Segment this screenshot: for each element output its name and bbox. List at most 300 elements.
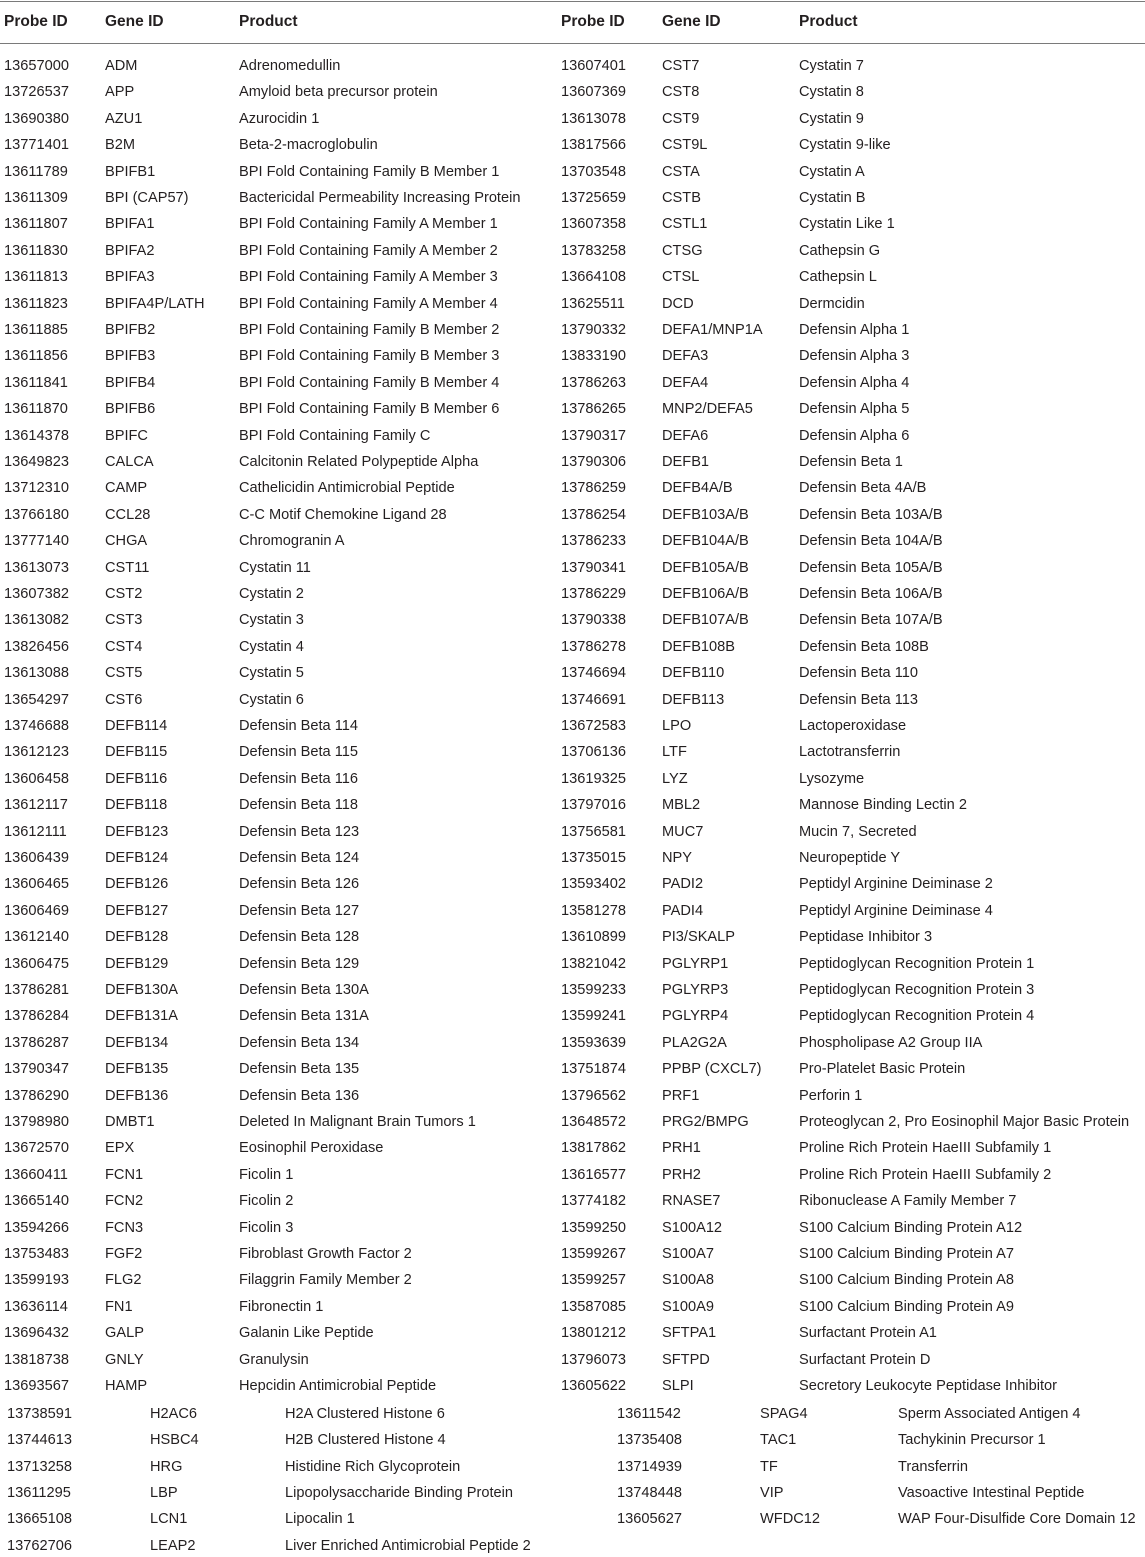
probe-id-cell-2: 13796562 xyxy=(561,1087,626,1104)
product-cell-2: Peptidoglycan Recognition Protein 4 xyxy=(799,1008,1035,1025)
product-cell-2: Defensin Beta 110 xyxy=(799,665,918,682)
gene-id-cell: CAMP xyxy=(105,480,148,497)
product-cell: BPI Fold Containing Family A Member 3 xyxy=(239,269,498,286)
gene-id-cell: GALP xyxy=(105,1325,144,1342)
product-cell: BPI Fold Containing Family A Member 2 xyxy=(239,242,498,259)
probe-id-cell-2: 13607358 xyxy=(561,216,626,233)
product-cell-2: Defensin Beta 108B xyxy=(799,638,929,655)
product-cell-2: S100 Calcium Binding Protein A7 xyxy=(799,1246,1014,1262)
probe-id-cell-2: 13611542 xyxy=(617,1406,681,1422)
product-cell: Adrenomedullin xyxy=(239,58,341,74)
product-cell: BPI Fold Containing Family B Member 4 xyxy=(239,374,500,391)
probe-id-cell: 13654297 xyxy=(4,691,69,708)
gene-id-cell: BPI (CAP57) xyxy=(105,190,189,206)
gene-id-cell-2: CSTB xyxy=(662,190,701,206)
product-cell: Defensin Beta 131A xyxy=(239,1008,369,1025)
product-cell: Calcitonin Related Polypeptide Alpha xyxy=(239,454,479,470)
gene-id-cell: HRG xyxy=(150,1458,183,1475)
product-cell: Lipopolysaccharide Binding Protein xyxy=(285,1484,513,1501)
probe-id-cell-2: 13821042 xyxy=(561,955,626,972)
gene-id-cell-2: PGLYRP3 xyxy=(662,982,729,998)
probe-id-cell-2: 13735408 xyxy=(617,1432,682,1449)
probe-id-cell-2: 13786265 xyxy=(561,401,626,418)
product-cell-2: Cystatin 9-like xyxy=(799,137,891,154)
gene-id-cell-2: CSTA xyxy=(662,163,700,180)
gene-id-cell: HSBC4 xyxy=(150,1432,199,1449)
product-cell-2: Defensin Beta 107A/B xyxy=(799,612,943,629)
product-cell-2: Cystatin 9 xyxy=(799,110,864,127)
probe-id-cell: 13665108 xyxy=(7,1511,72,1528)
product-cell-2: Defensin Beta 106A/B xyxy=(799,586,943,602)
probe-id-cell: 13611807 xyxy=(4,216,68,233)
gene-id-cell: DEFB123 xyxy=(105,823,169,840)
probe-id-cell: 13649823 xyxy=(4,454,69,470)
probe-id-cell-2: 13605627 xyxy=(617,1511,682,1528)
gene-id-cell: DMBT1 xyxy=(105,1114,155,1130)
gene-id-cell: BPIFB3 xyxy=(105,348,156,365)
product-cell: Defensin Beta 135 xyxy=(239,1061,360,1078)
product-cell: Eosinophil Peroxidase xyxy=(239,1140,384,1157)
product-cell: Bactericidal Permeability Increasing Protein xyxy=(239,190,521,206)
probe-id-cell: 13738591 xyxy=(7,1406,72,1422)
probe-id-cell-2: 13756581 xyxy=(561,823,626,840)
probe-id-cell: 13665140 xyxy=(4,1193,69,1210)
gene-id-cell: BPIFA3 xyxy=(105,269,155,286)
product-cell-2: Proline Rich Protein HaeIII Subfamily 2 xyxy=(799,1166,1052,1183)
gene-id-cell-2: MUC7 xyxy=(662,823,704,840)
product-cell-2: Peptidoglycan Recognition Protein 3 xyxy=(799,982,1035,998)
product-cell-2: WAP Four-Disulfide Core Domain 12 xyxy=(898,1511,1136,1528)
gene-id-cell: CST2 xyxy=(105,586,143,602)
probe-id-cell: 13660411 xyxy=(4,1166,68,1183)
gene-id-cell-2: PLA2G2A xyxy=(662,1034,727,1051)
product-cell-2: Defensin Alpha 1 xyxy=(799,322,910,338)
header-probe-id: Probe ID xyxy=(4,13,68,30)
probe-id-cell: 13657000 xyxy=(4,58,69,74)
product-cell-2: Mucin 7, Secreted xyxy=(799,823,917,840)
product-cell: Cystatin 3 xyxy=(239,612,304,629)
probe-id-cell-2: 13783258 xyxy=(561,242,626,259)
product-cell-2: Cystatin 8 xyxy=(799,84,864,101)
probe-id-cell: 13744613 xyxy=(7,1432,72,1449)
gene-id-cell-2: PGLYRP1 xyxy=(662,955,729,972)
product-cell-2: Ribonuclease A Family Member 7 xyxy=(799,1193,1017,1210)
gene-id-cell: BPIFA1 xyxy=(105,216,155,233)
product-cell: Fibroblast Growth Factor 2 xyxy=(239,1246,412,1262)
probe-id-cell-2: 13714939 xyxy=(617,1458,682,1475)
product-cell-2: Proline Rich Protein HaeIII Subfamily 1 xyxy=(799,1140,1052,1157)
probe-id-cell-2: 13672583 xyxy=(561,718,626,734)
gene-id-cell-2: DEFA6 xyxy=(662,427,709,444)
gene-id-cell-2: S100A12 xyxy=(662,1219,723,1236)
gene-id-cell: APP xyxy=(105,84,135,101)
product-cell: BPI Fold Containing Family B Member 3 xyxy=(239,348,500,365)
probe-id-cell: 13606475 xyxy=(4,955,69,972)
probe-id-cell-2: 13786278 xyxy=(561,638,626,655)
gene-id-cell-2: S100A7 xyxy=(662,1246,714,1262)
product-cell: Defensin Beta 127 xyxy=(239,902,360,919)
gene-id-cell-2: S100A8 xyxy=(662,1272,714,1289)
product-cell-2: Defensin Alpha 5 xyxy=(799,401,910,418)
gene-id-cell: CST6 xyxy=(105,691,143,708)
product-cell: H2B Clustered Histone 4 xyxy=(285,1432,446,1449)
gene-id-cell: H2AC6 xyxy=(150,1406,198,1422)
probe-id-cell-2: 13599250 xyxy=(561,1219,626,1236)
probe-id-cell: 13726537 xyxy=(4,84,69,101)
product-cell: Defensin Beta 116 xyxy=(239,770,358,787)
probe-id-cell-2: 13593402 xyxy=(561,876,626,893)
gene-id-cell: DEFB134 xyxy=(105,1034,169,1051)
gene-id-cell-2: PADI4 xyxy=(662,902,704,919)
product-cell: Deleted In Malignant Brain Tumors 1 xyxy=(239,1114,476,1130)
product-cell-2: Surfactant Protein D xyxy=(799,1351,931,1368)
product-cell-2: Peptidyl Arginine Deiminase 4 xyxy=(799,902,993,919)
gene-id-cell-2: DEFB110 xyxy=(662,665,725,682)
product-cell-2: Defensin Beta 103A/B xyxy=(799,506,943,523)
gene-id-cell-2: TAC1 xyxy=(760,1432,797,1449)
gene-id-cell: CST3 xyxy=(105,612,143,629)
probe-id-cell: 13826456 xyxy=(4,638,69,655)
gene-id-cell: DEFB118 xyxy=(105,797,168,814)
probe-id-cell: 13672570 xyxy=(4,1140,69,1157)
gene-id-cell: FCN1 xyxy=(105,1166,144,1183)
product-cell: Histidine Rich Glycoprotein xyxy=(285,1458,461,1475)
gene-id-cell: DEFB127 xyxy=(105,902,169,919)
probe-id-cell-2: 13790341 xyxy=(561,559,626,576)
product-cell: Cystatin 6 xyxy=(239,691,304,708)
gene-id-cell: CST11 xyxy=(105,559,150,576)
probe-id-cell: 13636114 xyxy=(4,1298,68,1315)
product-cell: Cystatin 2 xyxy=(239,586,304,602)
gene-id-cell: DEFB129 xyxy=(105,955,169,972)
gene-id-cell-2: PRH2 xyxy=(662,1166,701,1183)
probe-id-cell: 13611295 xyxy=(7,1484,71,1501)
header-gene-id-2: Gene ID xyxy=(662,13,721,30)
probe-id-cell: 13613073 xyxy=(4,559,69,576)
product-cell-2: Defensin Beta 4A/B xyxy=(799,480,927,497)
probe-id-cell: 13690380 xyxy=(4,110,69,127)
probe-id-cell: 13606458 xyxy=(4,770,69,787)
gene-id-cell: CALCA xyxy=(105,454,154,470)
gene-id-cell-2: PPBP (CXCL7) xyxy=(662,1061,762,1078)
gene-id-cell: FN1 xyxy=(105,1298,133,1315)
product-cell: Defensin Beta 126 xyxy=(239,876,360,893)
product-cell-2: Lactoperoxidase xyxy=(799,718,907,734)
table-header-rule xyxy=(0,43,1145,44)
product-cell-2: Lactotransferrin xyxy=(799,744,901,761)
gene-id-cell-2: DEFB103A/B xyxy=(662,506,749,523)
gene-id-cell: HAMP xyxy=(105,1378,148,1394)
probe-id-cell: 13606469 xyxy=(4,902,69,919)
product-cell: Defensin Beta 128 xyxy=(239,929,360,946)
gene-id-cell: FGF2 xyxy=(105,1246,143,1262)
probe-id-cell-2: 13797016 xyxy=(561,797,626,814)
probe-id-cell-2: 13751874 xyxy=(561,1061,626,1078)
product-cell-2: Defensin Alpha 4 xyxy=(799,374,910,391)
gene-id-cell: CCL28 xyxy=(105,506,151,523)
probe-id-cell-2: 13817566 xyxy=(561,137,626,154)
gene-id-cell: BPIFB2 xyxy=(105,322,156,338)
product-cell-2: Defensin Beta 105A/B xyxy=(799,559,943,576)
probe-id-cell-2: 13607369 xyxy=(561,84,626,101)
probe-id-cell-2: 13774182 xyxy=(561,1193,626,1210)
probe-id-cell: 13611841 xyxy=(4,374,68,391)
product-cell-2: Defensin Alpha 3 xyxy=(799,348,910,365)
gene-id-cell-2: NPY xyxy=(662,850,693,866)
gene-id-cell-2: TF xyxy=(760,1458,778,1475)
gene-id-cell-2: CTSG xyxy=(662,242,703,259)
probe-id-cell: 13612140 xyxy=(4,929,69,946)
gene-id-cell: LBP xyxy=(150,1484,178,1501)
product-cell-2: Defensin Beta 113 xyxy=(799,691,918,708)
probe-id-cell: 13612111 xyxy=(4,823,67,840)
product-cell-2: Vasoactive Intestinal Peptide xyxy=(898,1484,1085,1501)
gene-id-cell-2: LTF xyxy=(662,744,687,761)
gene-id-cell: CST5 xyxy=(105,665,143,682)
gene-id-cell-2: DEFB104A/B xyxy=(662,533,749,550)
probe-id-cell: 13607382 xyxy=(4,586,69,602)
gene-id-cell-2: CST7 xyxy=(662,58,700,74)
product-cell: Cystatin 4 xyxy=(239,638,304,655)
product-cell-2: Transferrin xyxy=(898,1458,969,1475)
probe-id-cell: 13611823 xyxy=(4,295,68,312)
product-cell: Granulysin xyxy=(239,1351,309,1368)
probe-id-cell-2: 13748448 xyxy=(617,1484,682,1501)
product-cell: BPI Fold Containing Family B Member 1 xyxy=(239,163,500,180)
probe-id-cell: 13614378 xyxy=(4,427,69,444)
probe-id-cell-2: 13593639 xyxy=(561,1034,626,1051)
gene-id-cell: AZU1 xyxy=(105,110,143,127)
gene-id-cell: DEFB130A xyxy=(105,982,179,998)
product-cell: Cathelicidin Antimicrobial Peptide xyxy=(239,480,455,497)
product-cell-2: Defensin Beta 104A/B xyxy=(799,533,943,550)
gene-id-cell: CST4 xyxy=(105,638,143,655)
product-cell-2: Phospholipase A2 Group IIA xyxy=(799,1034,983,1051)
product-cell: BPI Fold Containing Family B Member 2 xyxy=(239,322,500,338)
probe-id-cell-2: 13599241 xyxy=(561,1008,626,1025)
product-cell-2: Cystatin Like 1 xyxy=(799,216,895,233)
probe-id-cell-2: 13587085 xyxy=(561,1298,626,1315)
probe-id-cell: 13798980 xyxy=(4,1114,69,1130)
probe-id-cell: 13611309 xyxy=(4,190,68,206)
probe-id-cell: 13777140 xyxy=(4,533,69,550)
product-cell: Defensin Beta 114 xyxy=(239,718,358,734)
gene-id-cell-2: DEFB106A/B xyxy=(662,586,749,602)
probe-id-cell: 13613088 xyxy=(4,665,69,682)
product-cell-2: Cathepsin L xyxy=(799,269,877,286)
product-cell-2: Perforin 1 xyxy=(799,1087,863,1104)
product-cell: Defensin Beta 129 xyxy=(239,955,360,972)
probe-id-cell: 13606465 xyxy=(4,876,69,893)
gene-id-cell-2: DEFB1 xyxy=(662,454,710,470)
product-cell: Lipocalin 1 xyxy=(285,1511,355,1528)
product-cell: Ficolin 3 xyxy=(239,1219,294,1236)
probe-id-cell: 13594266 xyxy=(4,1219,69,1236)
product-cell: Ficolin 2 xyxy=(239,1193,294,1210)
probe-id-cell: 13786287 xyxy=(4,1034,69,1051)
probe-id-cell: 13612117 xyxy=(4,797,68,814)
probe-id-cell: 13786290 xyxy=(4,1087,69,1104)
probe-id-cell-2: 13790332 xyxy=(561,322,626,338)
gene-id-cell-2: DEFA3 xyxy=(662,348,709,365)
gene-id-cell: B2M xyxy=(105,137,136,154)
gene-id-cell-2: LYZ xyxy=(662,770,688,787)
gene-id-cell-2: PRG2/BMPG xyxy=(662,1114,749,1130)
probe-id-cell: 13693567 xyxy=(4,1378,69,1394)
gene-id-cell-2: DEFB108B xyxy=(662,638,736,655)
gene-id-cell: DEFB116 xyxy=(105,770,168,787)
header-product-2: Product xyxy=(799,13,858,30)
product-cell: Defensin Beta 134 xyxy=(239,1034,360,1051)
probe-id-cell-2: 13599257 xyxy=(561,1272,626,1289)
product-cell: Fibronectin 1 xyxy=(239,1298,324,1315)
header-gene-id: Gene ID xyxy=(105,13,164,30)
product-cell-2: S100 Calcium Binding Protein A8 xyxy=(799,1272,1014,1289)
gene-id-cell-2: CST9L xyxy=(662,137,708,154)
probe-id-cell: 13606439 xyxy=(4,850,69,866)
gene-id-cell-2: PI3/SKALP xyxy=(662,929,736,946)
gene-id-cell-2: DEFB107A/B xyxy=(662,612,749,629)
header-probe-id-2: Probe ID xyxy=(561,13,625,30)
gene-id-cell-2: CSTL1 xyxy=(662,216,708,233)
gene-id-cell-2: DEFB105A/B xyxy=(662,559,749,576)
product-cell-2: Surfactant Protein A1 xyxy=(799,1325,937,1342)
product-cell-2: S100 Calcium Binding Protein A9 xyxy=(799,1298,1014,1315)
gene-id-cell-2: DEFA4 xyxy=(662,374,709,391)
product-cell: Defensin Beta 118 xyxy=(239,797,358,814)
product-cell-2: Pro-Platelet Basic Protein xyxy=(799,1061,966,1078)
gene-id-cell-2: DEFA1/MNP1A xyxy=(662,322,763,338)
gene-id-cell-2: CST8 xyxy=(662,84,700,101)
gene-id-cell-2: PRH1 xyxy=(662,1140,701,1157)
product-cell: Ficolin 1 xyxy=(239,1166,294,1183)
product-cell: BPI Fold Containing Family B Member 6 xyxy=(239,401,500,418)
probe-id-cell-2: 13786233 xyxy=(561,533,626,550)
probe-id-cell-2: 13664108 xyxy=(561,269,626,286)
probe-id-cell-2: 13833190 xyxy=(561,348,626,365)
probe-id-cell: 13611830 xyxy=(4,242,68,259)
probe-id-cell: 13611870 xyxy=(4,401,68,418)
probe-id-cell-2: 13619325 xyxy=(561,770,626,787)
probe-id-cell-2: 13599267 xyxy=(561,1246,626,1262)
probe-id-cell: 13753483 xyxy=(4,1246,69,1262)
product-cell-2: Mannose Binding Lectin 2 xyxy=(799,797,967,814)
probe-id-cell-2: 13746691 xyxy=(561,691,626,708)
gene-id-cell-2: LPO xyxy=(662,718,692,734)
product-cell-2: Defensin Beta 1 xyxy=(799,454,903,470)
product-cell-2: Secretory Leukocyte Peptidase Inhibitor xyxy=(799,1378,1057,1394)
probe-id-cell: 13771401 xyxy=(4,137,69,154)
probe-id-cell-2: 13616577 xyxy=(561,1166,626,1183)
probe-id-cell: 13790347 xyxy=(4,1061,69,1078)
gene-id-cell: BPIFC xyxy=(105,427,148,444)
gene-id-cell-2: PRF1 xyxy=(662,1087,700,1104)
product-cell-2: Neuropeptide Y xyxy=(799,850,901,866)
probe-id-cell-2: 13625511 xyxy=(561,295,625,312)
gene-id-cell-2: SFTPA1 xyxy=(662,1325,717,1342)
gene-id-cell-2: PGLYRP4 xyxy=(662,1008,729,1025)
product-cell-2: Defensin Alpha 6 xyxy=(799,427,910,444)
product-cell-2: Cystatin 7 xyxy=(799,58,864,74)
product-cell: C-C Motif Chemokine Ligand 28 xyxy=(239,506,447,523)
product-cell: Galanin Like Peptide xyxy=(239,1325,374,1342)
product-cell-2: Sperm Associated Antigen 4 xyxy=(898,1406,1081,1422)
probe-id-cell-2: 13786263 xyxy=(561,374,626,391)
gene-id-cell: DEFB135 xyxy=(105,1061,169,1078)
probe-id-cell: 13613082 xyxy=(4,612,69,629)
probe-id-cell: 13762706 xyxy=(7,1537,72,1554)
header-product: Product xyxy=(239,13,298,30)
gene-id-cell: CHGA xyxy=(105,533,148,550)
gene-id-cell: LEAP2 xyxy=(150,1537,196,1554)
gene-id-cell-2: PADI2 xyxy=(662,876,704,893)
probe-id-cell: 13611789 xyxy=(4,163,68,180)
product-cell: Beta-2-macroglobulin xyxy=(239,137,378,154)
probe-id-cell: 13611813 xyxy=(4,269,68,286)
gene-id-cell: GNLY xyxy=(105,1351,144,1368)
product-cell: BPI Fold Containing Family A Member 4 xyxy=(239,295,498,312)
probe-id-cell: 13696432 xyxy=(4,1325,69,1342)
probe-id-cell: 13611856 xyxy=(4,348,68,365)
probe-id-cell-2: 13703548 xyxy=(561,163,626,180)
gene-id-cell-2: S100A9 xyxy=(662,1298,714,1315)
product-cell: Hepcidin Antimicrobial Peptide xyxy=(239,1378,437,1394)
probe-id-cell-2: 13599233 xyxy=(561,982,626,998)
probe-id-cell-2: 13786254 xyxy=(561,506,626,523)
gene-id-cell-2: DEFB4A/B xyxy=(662,480,733,497)
gene-id-cell-2: SLPI xyxy=(662,1378,694,1394)
probe-id-cell-2: 13796073 xyxy=(561,1351,626,1368)
probe-id-cell-2: 13735015 xyxy=(561,850,626,866)
probe-id-cell-2: 13706136 xyxy=(561,744,626,761)
product-cell-2: Peptidyl Arginine Deiminase 2 xyxy=(799,876,993,893)
product-cell: BPI Fold Containing Family A Member 1 xyxy=(239,216,498,233)
probe-id-cell-2: 13581278 xyxy=(561,902,626,919)
probe-id-cell: 13818738 xyxy=(4,1351,69,1368)
gene-id-cell-2: RNASE7 xyxy=(662,1193,721,1210)
gene-id-cell-2: DEFB113 xyxy=(662,691,725,708)
gene-id-cell: DEFB114 xyxy=(105,718,168,734)
gene-id-cell: DEFB126 xyxy=(105,876,169,893)
probe-id-cell-2: 13790306 xyxy=(561,454,626,470)
gene-id-cell: BPIFB1 xyxy=(105,163,156,180)
probe-id-cell-2: 13613078 xyxy=(561,110,626,127)
gene-id-cell-2: DCD xyxy=(662,295,694,312)
product-cell: Liver Enriched Antimicrobial Peptide 2 xyxy=(285,1537,531,1554)
gene-id-cell-2: SFTPD xyxy=(662,1351,710,1368)
gene-id-cell: LCN1 xyxy=(150,1511,188,1528)
product-cell-2: Lysozyme xyxy=(799,770,865,787)
product-cell-2: Cystatin B xyxy=(799,190,866,206)
probe-id-cell: 13766180 xyxy=(4,506,69,523)
gene-id-cell: BPIFA4P/LATH xyxy=(105,295,205,312)
product-cell-2: Proteoglycan 2, Pro Eosinophil Major Basic Protein xyxy=(799,1114,1130,1130)
product-cell-2: Peptidase Inhibitor 3 xyxy=(799,929,933,946)
product-cell: Azurocidin 1 xyxy=(239,110,320,127)
product-cell: Filaggrin Family Member 2 xyxy=(239,1272,412,1289)
product-cell: Defensin Beta 115 xyxy=(239,744,358,761)
probe-id-cell: 13712310 xyxy=(4,480,69,497)
gene-id-cell-2: MBL2 xyxy=(662,797,701,814)
probe-id-cell-2: 13605622 xyxy=(561,1378,626,1394)
gene-id-cell: EPX xyxy=(105,1140,135,1157)
probe-id-cell: 13786281 xyxy=(4,982,69,998)
gene-id-cell: DEFB115 xyxy=(105,744,168,761)
probe-id-cell-2: 13610899 xyxy=(561,929,626,946)
probe-id-cell: 13599193 xyxy=(4,1272,69,1289)
gene-id-cell: BPIFB6 xyxy=(105,401,156,418)
probe-id-cell: 13786284 xyxy=(4,1008,69,1025)
